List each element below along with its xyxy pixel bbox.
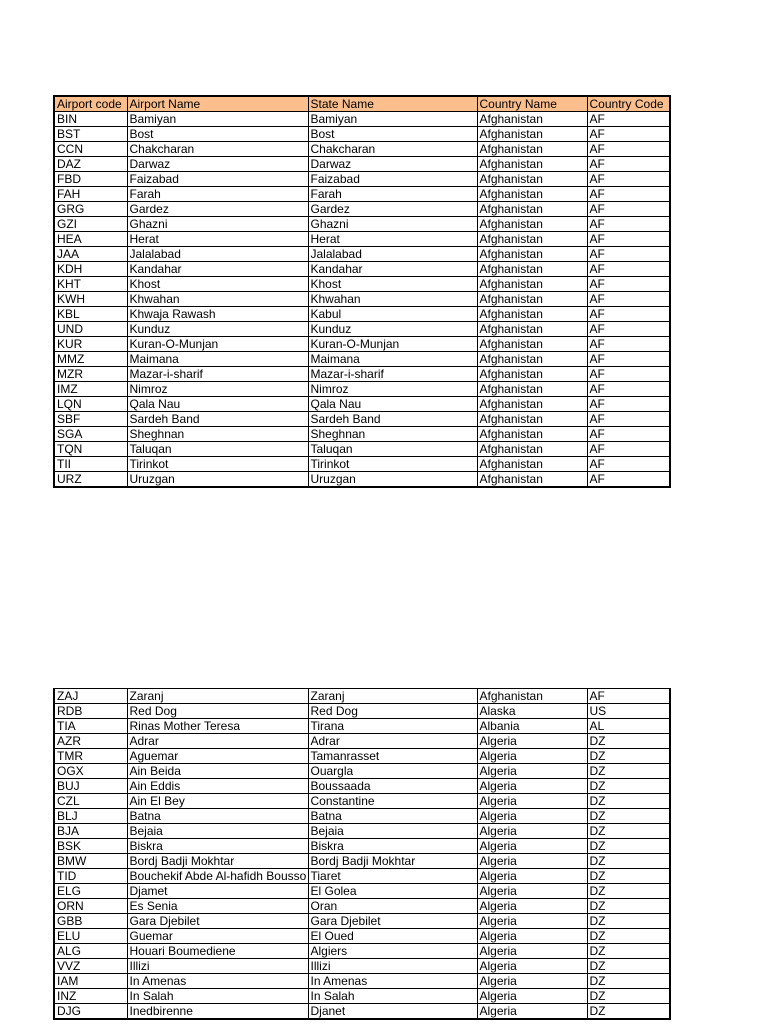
cell-country-name[interactable]: Afghanistan [477, 142, 587, 157]
cell-airport-code[interactable]: DJG [54, 1004, 127, 1020]
cell-country-code[interactable]: AF [587, 307, 670, 322]
cell-country-code[interactable]: AF [587, 352, 670, 367]
cell-airport-code[interactable]: AZR [54, 734, 127, 749]
cell-country-code[interactable]: AF [587, 157, 670, 172]
cell-country-code[interactable]: DZ [587, 959, 670, 974]
cell-country-name[interactable]: Afghanistan [477, 232, 587, 247]
cell-airport-name[interactable]: Ain El Bey [127, 794, 308, 809]
cell-airport-name[interactable]: Mazar-i-sharif [127, 367, 308, 382]
cell-state-name[interactable]: Algiers [308, 944, 477, 959]
cell-state-name[interactable]: Khwahan [308, 292, 477, 307]
cell-country-code[interactable]: US [587, 704, 670, 719]
cell-airport-code[interactable]: BST [54, 127, 127, 142]
cell-country-name[interactable]: Afghanistan [477, 322, 587, 337]
cell-country-code[interactable]: AF [587, 427, 670, 442]
cell-country-code[interactable]: AL [587, 719, 670, 734]
cell-airport-name[interactable]: Guemar [127, 929, 308, 944]
table-row [54, 457, 670, 472]
cell-country-code[interactable]: DZ [587, 944, 670, 959]
table-row [54, 704, 670, 719]
cell-country-name[interactable]: Afghanistan [477, 277, 587, 292]
cell-airport-code[interactable]: RDB [54, 704, 127, 719]
cell-state-name[interactable]: Jalalabad [308, 247, 477, 262]
table-row [54, 472, 670, 488]
table-2-body [54, 689, 670, 1020]
cell-airport-name[interactable]: Taluqan [127, 442, 308, 457]
table-row [54, 412, 670, 427]
table-row [54, 217, 670, 232]
cell-country-code[interactable]: DZ [587, 824, 670, 839]
table-row [54, 1004, 670, 1020]
cell-airport-code[interactable]: KUR [54, 337, 127, 352]
table-row [54, 337, 670, 352]
cell-state-name[interactable]: Bost [308, 127, 477, 142]
cell-airport-code[interactable]: ELG [54, 884, 127, 899]
cell-airport-name[interactable]: Khwaja Rawash [127, 307, 308, 322]
cell-airport-code[interactable]: ALG [54, 944, 127, 959]
cell-airport-name[interactable]: Illizi [127, 959, 308, 974]
cell-airport-code[interactable]: VVZ [54, 959, 127, 974]
cell-country-code[interactable]: AF [587, 232, 670, 247]
table-1-body [54, 112, 670, 488]
cell-country-name[interactable]: Afghanistan [477, 172, 587, 187]
cell-airport-code[interactable]: IMZ [54, 382, 127, 397]
column-header-country-code[interactable]: Country Code [587, 96, 670, 112]
cell-state-name[interactable]: Khost [308, 277, 477, 292]
cell-country-code[interactable]: DZ [587, 764, 670, 779]
table-row [54, 929, 670, 944]
table-row [54, 914, 670, 929]
cell-airport-code[interactable]: KWH [54, 292, 127, 307]
cell-airport-code[interactable]: TID [54, 869, 127, 884]
table-row [54, 719, 670, 734]
table-row [54, 247, 670, 262]
cell-country-code[interactable]: DZ [587, 839, 670, 854]
cell-airport-name[interactable]: Sardeh Band [127, 412, 308, 427]
table-row [54, 869, 670, 884]
table-row [54, 989, 670, 1004]
cell-airport-name[interactable]: Herat [127, 232, 308, 247]
cell-airport-code[interactable]: GZI [54, 217, 127, 232]
cell-state-name[interactable]: Constantine [308, 794, 477, 809]
cell-airport-code[interactable]: GRG [54, 202, 127, 217]
cell-airport-name[interactable]: Djamet [127, 884, 308, 899]
cell-airport-code[interactable]: CZL [54, 794, 127, 809]
table-row [54, 794, 670, 809]
cell-country-name[interactable]: Afghanistan [477, 397, 587, 412]
cell-state-name[interactable]: Herat [308, 232, 477, 247]
cell-country-name[interactable]: Afghanistan [477, 247, 587, 262]
cell-country-code[interactable]: AF [587, 367, 670, 382]
cell-country-name[interactable]: Algeria [477, 809, 587, 824]
cell-airport-code[interactable]: FBD [54, 172, 127, 187]
cell-country-name[interactable]: Alaska [477, 704, 587, 719]
cell-country-name[interactable]: Algeria [477, 839, 587, 854]
cell-country-code[interactable]: DZ [587, 929, 670, 944]
cell-country-name[interactable]: Afghanistan [477, 217, 587, 232]
cell-state-name[interactable]: Adrar [308, 734, 477, 749]
cell-country-code[interactable]: DZ [587, 914, 670, 929]
cell-country-code[interactable]: AF [587, 337, 670, 352]
cell-airport-name[interactable]: Tirinkot [127, 457, 308, 472]
cell-country-code[interactable]: AF [587, 127, 670, 142]
table-row [54, 974, 670, 989]
cell-country-code[interactable]: AF [587, 187, 670, 202]
cell-state-name[interactable]: Sardeh Band [308, 412, 477, 427]
airport-table-1 [53, 95, 671, 488]
cell-airport-code[interactable]: BIN [54, 112, 127, 127]
cell-airport-code[interactable]: TIA [54, 719, 127, 734]
cell-country-code[interactable]: AF [587, 172, 670, 187]
cell-airport-code[interactable]: SGA [54, 427, 127, 442]
cell-airport-code[interactable]: HEA [54, 232, 127, 247]
cell-state-name[interactable]: Gara Djebilet [308, 914, 477, 929]
cell-state-name[interactable]: Tirana [308, 719, 477, 734]
cell-state-name[interactable]: Bejaia [308, 824, 477, 839]
cell-airport-name[interactable]: Kunduz [127, 322, 308, 337]
cell-airport-code[interactable]: KHT [54, 277, 127, 292]
cell-state-name[interactable]: Ghazni [308, 217, 477, 232]
cell-country-code[interactable]: AF [587, 142, 670, 157]
cell-country-name[interactable]: Afghanistan [477, 457, 587, 472]
cell-country-code[interactable]: AF [587, 457, 670, 472]
cell-airport-code[interactable]: BJA [54, 824, 127, 839]
cell-airport-name[interactable]: Qala Nau [127, 397, 308, 412]
cell-state-name[interactable]: Mazar-i-sharif [308, 367, 477, 382]
cell-airport-name[interactable]: Batna [127, 809, 308, 824]
cell-country-name[interactable]: Afghanistan [477, 472, 587, 488]
cell-airport-name[interactable]: Kandahar [127, 262, 308, 277]
cell-state-name[interactable]: Ouargla [308, 764, 477, 779]
table-row [54, 959, 670, 974]
cell-state-name[interactable]: Oran [308, 899, 477, 914]
table-row [54, 352, 670, 367]
cell-airport-code[interactable]: TQN [54, 442, 127, 457]
cell-airport-name[interactable]: Ain Beida [127, 764, 308, 779]
cell-airport-name[interactable]: Adrar [127, 734, 308, 749]
cell-airport-name[interactable]: Zaranj [127, 689, 308, 704]
cell-airport-name[interactable]: Bost [127, 127, 308, 142]
airport-table-2 [53, 688, 671, 1020]
cell-state-name[interactable]: Taluqan [308, 442, 477, 457]
column-header-state-name[interactable]: State Name [308, 96, 477, 112]
cell-state-name[interactable]: El Golea [308, 884, 477, 899]
cell-country-code[interactable]: AF [587, 322, 670, 337]
cell-state-name[interactable]: Kuran-O-Munjan [308, 337, 477, 352]
cell-state-name[interactable]: Darwaz [308, 157, 477, 172]
cell-country-name[interactable]: Afghanistan [477, 307, 587, 322]
cell-airport-name[interactable]: Khwahan [127, 292, 308, 307]
cell-country-name[interactable]: Algeria [477, 854, 587, 869]
cell-country-code[interactable]: AF [587, 247, 670, 262]
cell-airport-code[interactable]: GBB [54, 914, 127, 929]
cell-airport-name[interactable]: Es Senia [127, 899, 308, 914]
cell-country-name[interactable]: Afghanistan [477, 112, 587, 127]
cell-airport-code[interactable]: IAM [54, 974, 127, 989]
cell-country-code[interactable]: AF [587, 217, 670, 232]
cell-state-name[interactable]: Sheghnan [308, 427, 477, 442]
table-row [54, 734, 670, 749]
cell-airport-name[interactable]: Bouchekif Abde Al-hafidh Bousso [127, 869, 308, 884]
table-row [54, 322, 670, 337]
cell-airport-code[interactable]: KDH [54, 262, 127, 277]
table-row [54, 187, 670, 202]
cell-airport-name[interactable]: Nimroz [127, 382, 308, 397]
cell-country-code[interactable]: DZ [587, 869, 670, 884]
cell-state-name[interactable]: Tiaret [308, 869, 477, 884]
cell-state-name[interactable]: Qala Nau [308, 397, 477, 412]
table-row [54, 944, 670, 959]
cell-state-name[interactable]: Farah [308, 187, 477, 202]
table-row [54, 397, 670, 412]
table-row [54, 854, 670, 869]
cell-airport-code[interactable]: ORN [54, 899, 127, 914]
table-row [54, 779, 670, 794]
cell-country-code[interactable]: AF [587, 412, 670, 427]
cell-country-code[interactable]: AF [587, 112, 670, 127]
cell-airport-name[interactable]: Maimana [127, 352, 308, 367]
cell-airport-name[interactable]: Inedbirenne [127, 1004, 308, 1020]
cell-country-name[interactable]: Afghanistan [477, 127, 587, 142]
cell-state-name[interactable]: Biskra [308, 839, 477, 854]
cell-country-name[interactable]: Algeria [477, 884, 587, 899]
cell-country-name[interactable]: Algeria [477, 959, 587, 974]
table-row [54, 427, 670, 442]
cell-airport-name[interactable]: Jalalabad [127, 247, 308, 262]
cell-airport-name[interactable]: In Salah [127, 989, 308, 1004]
cell-airport-code[interactable]: TMR [54, 749, 127, 764]
cell-country-code[interactable]: DZ [587, 809, 670, 824]
cell-airport-code[interactable]: FAH [54, 187, 127, 202]
cell-country-code[interactable]: DZ [587, 1004, 670, 1020]
cell-state-name[interactable]: Boussaada [308, 779, 477, 794]
cell-country-name[interactable]: Afghanistan [477, 292, 587, 307]
cell-country-code[interactable]: AF [587, 277, 670, 292]
cell-country-name[interactable]: Algeria [477, 869, 587, 884]
cell-airport-name[interactable]: Sheghnan [127, 427, 308, 442]
cell-state-name[interactable]: In Amenas [308, 974, 477, 989]
cell-airport-name[interactable]: Bamiyan [127, 112, 308, 127]
cell-country-name[interactable]: Afghanistan [477, 352, 587, 367]
cell-state-name[interactable]: Kunduz [308, 322, 477, 337]
cell-country-name[interactable]: Algeria [477, 764, 587, 779]
cell-state-name[interactable]: Kandahar [308, 262, 477, 277]
cell-airport-name[interactable]: Biskra [127, 839, 308, 854]
cell-airport-code[interactable]: OGX [54, 764, 127, 779]
table-row [54, 382, 670, 397]
cell-country-name[interactable]: Afghanistan [477, 382, 587, 397]
cell-airport-name[interactable]: Bordj Badji Mokhtar [127, 854, 308, 869]
table-row [54, 157, 670, 172]
cell-country-name[interactable]: Albania [477, 719, 587, 734]
table-row [54, 277, 670, 292]
cell-state-name[interactable]: In Salah [308, 989, 477, 1004]
cell-country-code[interactable]: AF [587, 202, 670, 217]
cell-country-code[interactable]: AF [587, 442, 670, 457]
cell-state-name[interactable]: El Oued [308, 929, 477, 944]
cell-country-name[interactable]: Afghanistan [477, 442, 587, 457]
cell-airport-name[interactable]: Ghazni [127, 217, 308, 232]
cell-airport-code[interactable]: ELU [54, 929, 127, 944]
header-row [54, 96, 670, 112]
cell-state-name[interactable]: Chakcharan [308, 142, 477, 157]
cell-country-code[interactable]: DZ [587, 974, 670, 989]
cell-country-code[interactable]: DZ [587, 794, 670, 809]
cell-country-code[interactable]: AF [587, 397, 670, 412]
cell-airport-name[interactable]: Chakcharan [127, 142, 308, 157]
table-row [54, 839, 670, 854]
cell-airport-code[interactable]: MZR [54, 367, 127, 382]
cell-country-name[interactable]: Algeria [477, 929, 587, 944]
cell-country-name[interactable]: Algeria [477, 794, 587, 809]
cell-country-code[interactable]: AF [587, 262, 670, 277]
table-row [54, 749, 670, 764]
cell-country-code[interactable]: AF [587, 472, 670, 488]
cell-airport-code[interactable]: BSK [54, 839, 127, 854]
cell-airport-code[interactable]: MMZ [54, 352, 127, 367]
cell-airport-code[interactable]: BUJ [54, 779, 127, 794]
cell-state-name[interactable]: Red Dog [308, 704, 477, 719]
cell-country-code[interactable]: DZ [587, 749, 670, 764]
table-row [54, 367, 670, 382]
cell-country-code[interactable]: DZ [587, 854, 670, 869]
table-row [54, 809, 670, 824]
cell-country-name[interactable]: Afghanistan [477, 427, 587, 442]
cell-country-code[interactable]: DZ [587, 899, 670, 914]
table-row [54, 172, 670, 187]
cell-country-name[interactable]: Afghanistan [477, 689, 587, 704]
cell-country-code[interactable]: DZ [587, 884, 670, 899]
cell-country-name[interactable]: Afghanistan [477, 412, 587, 427]
cell-country-name[interactable]: Afghanistan [477, 202, 587, 217]
table-row [54, 689, 670, 704]
cell-country-name[interactable]: Afghanistan [477, 157, 587, 172]
cell-state-name[interactable]: Batna [308, 809, 477, 824]
column-header-country-name[interactable]: Country Name [477, 96, 587, 112]
cell-airport-code[interactable]: INZ [54, 989, 127, 1004]
cell-airport-name[interactable]: Gardez [127, 202, 308, 217]
cell-airport-name[interactable]: Khost [127, 277, 308, 292]
cell-airport-name[interactable]: Aguemar [127, 749, 308, 764]
table-row [54, 202, 670, 217]
cell-state-name[interactable]: Illizi [308, 959, 477, 974]
cell-airport-code[interactable]: JAA [54, 247, 127, 262]
table-row [54, 292, 670, 307]
cell-country-name[interactable]: Afghanistan [477, 367, 587, 382]
cell-airport-code[interactable]: TII [54, 457, 127, 472]
cell-airport-name[interactable]: Farah [127, 187, 308, 202]
cell-country-name[interactable]: Algeria [477, 899, 587, 914]
cell-state-name[interactable]: Nimroz [308, 382, 477, 397]
cell-airport-name[interactable]: Red Dog [127, 704, 308, 719]
cell-airport-code[interactable]: BLJ [54, 809, 127, 824]
cell-airport-name[interactable]: Bejaia [127, 824, 308, 839]
cell-state-name[interactable]: Gardez [308, 202, 477, 217]
cell-country-name[interactable]: Algeria [477, 749, 587, 764]
table-row [54, 112, 670, 127]
cell-country-code[interactable]: AF [587, 689, 670, 704]
cell-airport-name[interactable]: Darwaz [127, 157, 308, 172]
cell-country-name[interactable]: Algeria [477, 779, 587, 794]
table-row [54, 899, 670, 914]
cell-airport-name[interactable]: In Amenas [127, 974, 308, 989]
cell-country-name[interactable]: Afghanistan [477, 337, 587, 352]
cell-airport-code[interactable]: DAZ [54, 157, 127, 172]
cell-airport-name[interactable]: Faizabad [127, 172, 308, 187]
cell-country-code[interactable]: DZ [587, 734, 670, 749]
cell-state-name[interactable]: Uruzgan [308, 472, 477, 488]
cell-country-name[interactable]: Algeria [477, 914, 587, 929]
cell-country-code[interactable]: DZ [587, 989, 670, 1004]
column-header-airport-name[interactable]: Airport Name [127, 96, 308, 112]
cell-country-name[interactable]: Algeria [477, 824, 587, 839]
cell-country-code[interactable]: DZ [587, 779, 670, 794]
table-row [54, 127, 670, 142]
table-row [54, 232, 670, 247]
cell-state-name[interactable]: Tamanrasset [308, 749, 477, 764]
table-row [54, 764, 670, 779]
cell-airport-code[interactable]: KBL [54, 307, 127, 322]
cell-state-name[interactable]: Zaranj [308, 689, 477, 704]
table-row [54, 884, 670, 899]
cell-country-code[interactable]: AF [587, 382, 670, 397]
cell-country-name[interactable]: Algeria [477, 944, 587, 959]
cell-airport-code[interactable]: SBF [54, 412, 127, 427]
table-row [54, 824, 670, 839]
cell-country-name[interactable]: Algeria [477, 1004, 587, 1020]
column-header-airport-code[interactable]: Airport code [54, 96, 127, 112]
cell-airport-code[interactable]: UND [54, 322, 127, 337]
cell-state-name[interactable]: Bamiyan [308, 112, 477, 127]
cell-airport-name[interactable]: Gara Djebilet [127, 914, 308, 929]
cell-state-name[interactable]: Kabul [308, 307, 477, 322]
cell-airport-name[interactable]: Houari Boumediene [127, 944, 308, 959]
cell-airport-code[interactable]: LQN [54, 397, 127, 412]
cell-airport-name[interactable]: Ain Eddis [127, 779, 308, 794]
table-row [54, 442, 670, 457]
table-row [54, 142, 670, 157]
cell-state-name[interactable]: Bordj Badji Mokhtar [308, 854, 477, 869]
cell-country-name[interactable]: Afghanistan [477, 187, 587, 202]
cell-state-name[interactable]: Faizabad [308, 172, 477, 187]
cell-airport-code[interactable]: URZ [54, 472, 127, 488]
cell-airport-name[interactable]: Rinas Mother Teresa [127, 719, 308, 734]
table-row [54, 262, 670, 277]
cell-airport-code[interactable]: ZAJ [54, 689, 127, 704]
cell-airport-name[interactable]: Kuran-O-Munjan [127, 337, 308, 352]
cell-airport-code[interactable]: BMW [54, 854, 127, 869]
cell-airport-code[interactable]: CCN [54, 142, 127, 157]
cell-state-name[interactable]: Tirinkot [308, 457, 477, 472]
cell-country-name[interactable]: Algeria [477, 974, 587, 989]
cell-state-name[interactable]: Maimana [308, 352, 477, 367]
cell-airport-name[interactable]: Uruzgan [127, 472, 308, 488]
cell-country-name[interactable]: Algeria [477, 734, 587, 749]
table-row [54, 307, 670, 322]
cell-state-name[interactable]: Djanet [308, 1004, 477, 1020]
cell-country-code[interactable]: AF [587, 292, 670, 307]
cell-country-name[interactable]: Algeria [477, 989, 587, 1004]
cell-country-name[interactable]: Afghanistan [477, 262, 587, 277]
